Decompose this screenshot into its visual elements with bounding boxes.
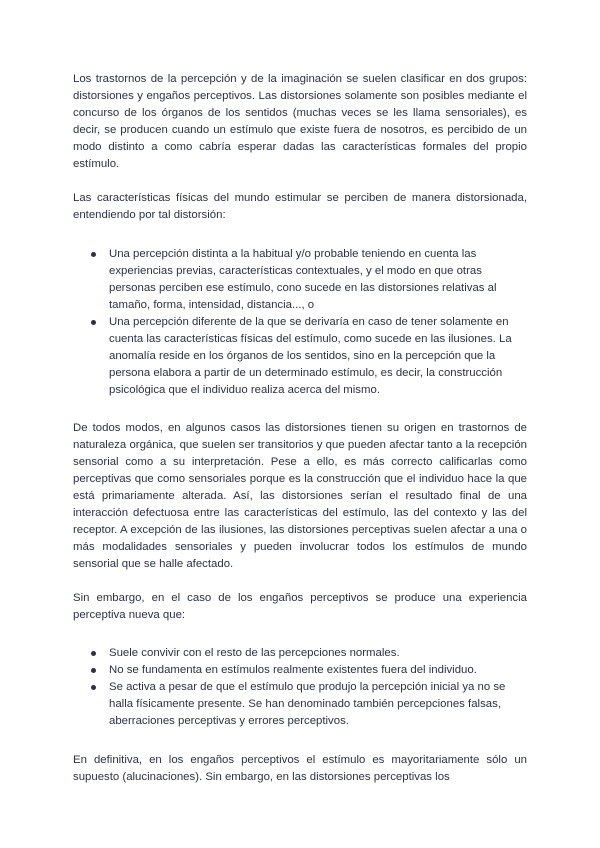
paragraph-organic-origin: De todos modos, en algunos casos las distorsiones tienen su origen en trastornos de naturaleza orgánica, que suelen ser transitorios y que pueden afectar tanto a la recepción sensorial como a su interpretación. Pese a ello, es más correcto calificarlas como perceptivas que como sensoriales porque es la construcción que el individuo hace la que está primariamente alterada. Así, las distorsiones serían el resultado final de una interacción defectuosa entre las características del estímulo, las del contexto y las del receptor. A excepción de las ilusiones, las distorsiones perceptivas suelen afectar a una o más modalidades sensoriales y pueden involucrar todos los estímulos de mundo sensorial que se halle afectado. — [73, 422, 527, 570]
list-item — [73, 662, 527, 679]
bullet-icon — [91, 668, 96, 673]
list-item — [73, 679, 527, 730]
bullet-icon — [91, 651, 96, 656]
list-item-text: Suele convivir con el resto de las percepciones normales. — [109, 647, 400, 659]
list-item — [73, 645, 527, 662]
list-item-text: Una percepción distinta a la habitual y/o probable teniendo en cuenta las experiencias previas, características contextuales, y el modo en que otras personas perciben ese estímulo, cono sucede en las distorsiones relativas al tamaño, forma, intensidad, distancia..., o — [109, 248, 497, 311]
paragraph-conclusion: En definitiva, en los engaños perceptivos el estímulo es mayoritariamente sólo un supuesto (alucinaciones). Sin embargo, en las distorsiones perceptivas los — [73, 754, 527, 783]
list-item — [73, 314, 527, 399]
document-page — [73, 71, 527, 786]
list-item-text: No se fundamenta en estímulos realmente existentes fuera del individuo. — [109, 664, 477, 676]
deception-list — [73, 645, 527, 730]
distortion-list — [73, 246, 527, 399]
bullet-icon — [91, 252, 96, 257]
bullet-icon — [91, 685, 96, 690]
paragraph-perceptual-deception: Sin embargo, en el caso de los engaños perceptivos se produce una experiencia perceptiva nueva que: — [73, 592, 527, 621]
paragraph-intro: Los trastornos de la percepción y de la imaginación se suelen clasificar en dos grupos: distorsiones y engaños perceptivos. Las distorsiones solamente son posibles mediante el concurso de los órganos de los sentidos (muchas veces se les llama sensoriales), es decir, se producen cuando un estímulo que existe fuera de nosotros, es percibido de un modo distinto a como cabría esperar dadas las características formales del propio estímulo. — [73, 73, 527, 170]
list-item-text: Se activa a pesar de que el estímulo que produjo la percepción inicial ya no se halla físicamente presente. Se han denominado también percepciones falsas, aberraciones perceptivas y errores perceptivos. — [109, 681, 506, 727]
list-item-text: Una percepción diferente de la que se derivaría en caso de tener solamente en cuenta las características físicas del estímulo, como sucede en las ilusiones. La anomalía reside en los órganos de los sentidos, sino en la percepción que la persona elabora a partir de un determinado estímulo, es decir, la construcción psicológica que el individuo realiza acerca del mismo. — [109, 316, 512, 396]
list-item — [73, 246, 527, 314]
paragraph-distortion-definition: Las características físicas del mundo estimular se perciben de manera distorsionada, entendiendo por tal distorsión: — [73, 192, 527, 221]
bullet-icon — [91, 320, 96, 325]
